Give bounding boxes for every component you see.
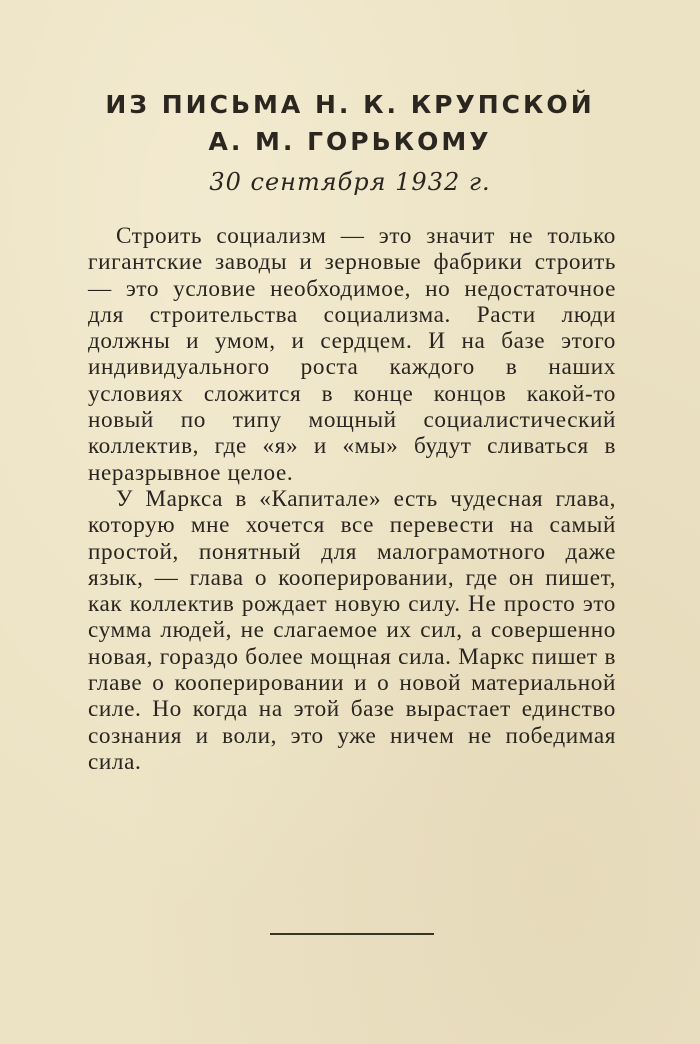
letter-date: 30 сентября 1932 г. [209, 168, 491, 196]
heading-line-2: А. М. ГОРЬКОМУ [208, 127, 492, 156]
letter-body [88, 223, 616, 775]
paragraph-1: Строить социализм — это значит не только гигантские заводы и зерновые фабрики строить — это условие необходимое, но недостаточное для строительства социализма. Расти люди должны и умом, и сердцем. И на базе этого индивидуального роста каждого в наших условиях сложится в конце концов какой-то новый по типу мощный социалистический коллектив, где «я» и «мы» будут сливаться в неразрывное целое. [88, 223, 616, 486]
heading-line-1: ИЗ ПИСЬМА Н. К. КРУПСКОЙ [105, 90, 595, 119]
paragraph-2: У Маркса в «Капитале» есть чудесная глава, которую мне хочется все перевести на самый простой, понятный для малограмотного даже язык, — глава о кооперировании, где он пишет, как коллектив рождает новую силу. Не просто это сумма людей, не слагаемое их сил, а совершенно новая, гораздо более мощная сила. Маркс пишет в главе о кооперировании и о новой материальной силе. Но когда на этой базе вырастает единство сознания и воли, это уже ничем не победимая сила. [88, 485, 616, 775]
closing-rule [270, 933, 434, 935]
